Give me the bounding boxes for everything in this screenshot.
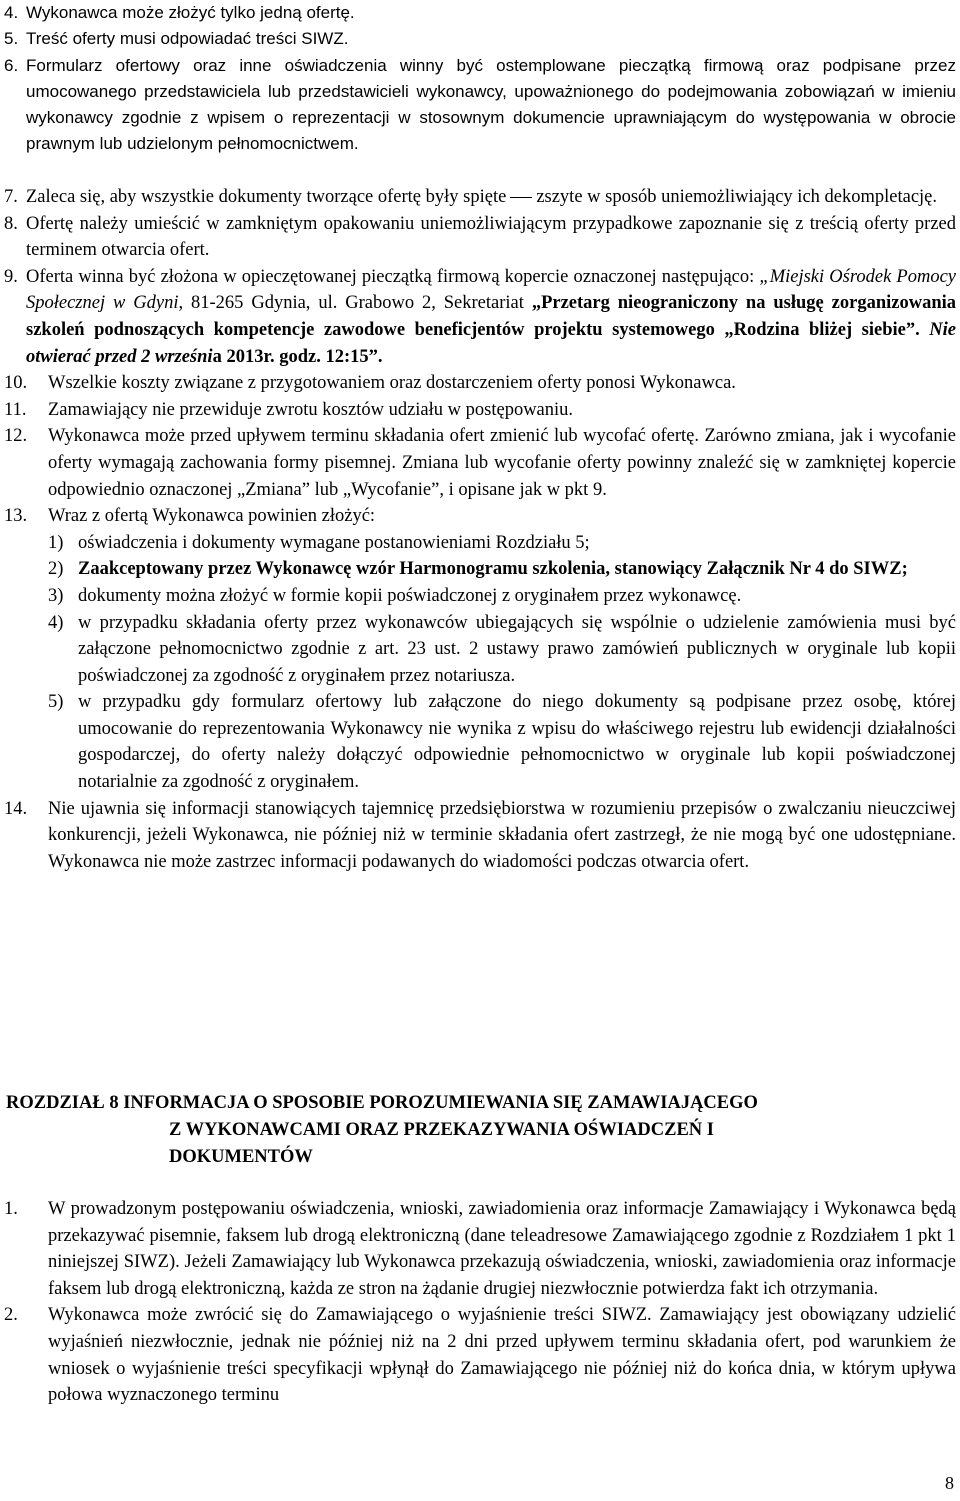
list-item-11 — [0, 397, 960, 424]
item-text: Zamawiający nie przewiduje zwrotu kosztów udziału w postępowaniu. — [48, 399, 574, 420]
item-number: 8. — [4, 213, 18, 234]
item-text — [26, 184, 960, 211]
item-text-b: zszyte w sposób uniemożliwiający ich dekompletację. — [536, 187, 938, 207]
item-text: W prowadzonym postępowaniu oświadczenia, wnioski, zawiadomienia oraz informacje Zamawiający i Wykonawca będą przekazywać pisemnie, faksem lub drogą elektroniczną (dane teleadresowe Zamawiającego zgodnie z Rozdziałem 1 pkt 1 niniejszej SIWZ). Jeżeli Zamawiający lub Wykonawca przekazują oświadczenia, wnioski, zawiadomienia oraz informacje faksem lub drogą elektroniczną, każda ze stron na żądanie drugiej niezwłocznie potwierdza fakt ich otrzymania. — [48, 1199, 956, 1299]
heading-line-2: Z WYKONAWCAMI ORAZ PRZEKAZYWANIA OŚWIADCZEŃ I — [169, 1120, 714, 1140]
list-serif — [0, 184, 960, 875]
item9-address-rest: , 81-265 Gdynia, ul. Grabowo 2, Sekretariat — [178, 293, 524, 314]
item-number: 5. — [4, 29, 19, 49]
item-text — [26, 264, 960, 370]
item-number: 13. — [4, 506, 28, 527]
list-item-6 — [0, 53, 960, 158]
subitem-text: dokumenty można złożyć w formie kopii poświadczonej z oryginałem przez wykonawcę. — [78, 585, 742, 606]
sublist-item-1 — [48, 530, 960, 557]
sublist-item-4 — [48, 610, 960, 690]
item-text: Ofertę należy umieścić w zamkniętym opakowaniu uniemożliwiającym przypadkowe zapoznanie się z treścią oferty przed terminem otwarcia ofert. — [26, 213, 956, 261]
chapter-heading — [0, 1090, 960, 1171]
item-text: Wykonawca może zwrócić się do Zamawiającego o wyjaśnienie treści SIWZ. Zamawiający jest obowiązany udzielić wyjaśnień niezwłocznie, jednak nie później niż na 2 dni przed upływem terminu składania ofert, pod warunkiem że wniosek o wyjaśnienie treści specyfikacji wpłynął do Zamawiającego nie później niż do końca dnia, w którym upływa połowa wyznaczonego terminu — [48, 1305, 956, 1406]
list-item-r8-1 — [0, 1196, 960, 1302]
subitem-number: 1) — [48, 532, 64, 553]
sublist-item-3 — [48, 583, 960, 610]
item-text: Wykonawca może przed upływem terminu składania ofert zmienić lub wycofać ofertę. Zarówno zmiana, jak i wycofanie oferty wymagają zachowania formy pisemnej. Zmiana lub wycofanie oferty powinny znaleźć się w zamkniętej kopercie odpowiednio oznaczonej „Zmiana” lub „Wycofanie”, i opisane jak w pkt 9. — [48, 426, 956, 500]
item-number: 11. — [4, 399, 27, 420]
item9-date-b: a 2013r. godz. 12:15 — [212, 346, 369, 367]
subitem-text: w przypadku gdy formularz ofertowy lub załączone do niego dokumenty są podpisane przez osobę, której umocowanie do reprezentowania Wykonawcy nie wynika z wpisu do właściwego rejestru lub ewidencji działalności gospodarczej, do oferty należy dołączyć odpowiednie pełnomocnictwo w oryginale lub kopii poświadczonej notarialnie za zgodność z oryginałem. — [78, 692, 956, 793]
list-item-8 — [0, 211, 960, 264]
subitem-number: 4) — [48, 612, 64, 633]
sublist-item-5 — [48, 689, 960, 795]
item9-envelope-label: „Przetarg nieograniczony na usługę zorganizowania szkoleń podnoszących kompetencje zawodowe beneficjentów projektu systemowego „Rodzina bliżej siebie”. — [26, 293, 956, 340]
item-text-a: Zaleca się, aby wszystkie dokumenty tworzące ofertę były spięte — [26, 187, 507, 207]
page-number: 8 — [945, 1473, 954, 1493]
item-text: Wraz z ofertą Wykonawca powinien złożyć: — [48, 506, 376, 527]
list-item-14 — [0, 796, 960, 876]
item-text: Nie ujawnia się informacji stanowiących tajemnicę przedsiębiorstwa w rozumieniu przepisów o zwalczaniu nieuczciwej konkurencji, jeżeli Wykonawca, nie później niż w terminie składania ofert zastrzegł, że nie mogą być one udostępniane. Wykonawca nie może zastrzec informacji podawanych do wiadomości podczas otwarcia ofert. — [48, 798, 956, 872]
item-number: 7. — [4, 187, 18, 207]
list-item-5 — [0, 26, 960, 52]
item-number: 9. — [4, 266, 18, 287]
item-number: 1. — [4, 1199, 18, 1219]
item9-do-not-open: Nie otwierać przed — [26, 319, 957, 367]
list-chapter-8 — [0, 1196, 960, 1409]
list-item-r8-2 — [0, 1302, 960, 1408]
list-item-10 — [0, 370, 960, 397]
list-item-4 — [0, 0, 960, 26]
list-item-9 — [0, 264, 960, 370]
heading-line-1: ROZDZIAŁ 8 INFORMACJA O SPOSOBIE POROZUMIEWANIA SIĘ ZAMAWIAJĄCEGO — [6, 1093, 758, 1113]
dash-separator — [510, 197, 532, 198]
list-sans — [0, 0, 960, 158]
subitem-number: 3) — [48, 585, 64, 606]
item-number: 2. — [4, 1305, 18, 1326]
item-number: 6. — [4, 55, 19, 75]
item-number: 10. — [4, 373, 28, 394]
item9-line1: Oferta winna być złożona w opieczętowanej pieczątką firmową kopercie oznaczonej następująco: — [26, 266, 755, 287]
item-number: 14. — [4, 798, 28, 819]
item9-date-end: ”. — [368, 346, 383, 367]
item-text: Wszelkie koszty związane z przygotowaniem oraz dostarczeniem oferty ponosi Wykonawca. — [48, 373, 736, 394]
heading-line-3: DOKUMENTÓW — [169, 1147, 313, 1167]
subitem-number: 5) — [48, 692, 64, 713]
item-number: 4. — [4, 3, 19, 22]
subitem-text: w przypadku składania oferty przez wykonawców ubiegających się wspólnie o udzielenie zamówienia musi być załączone pełnomocnictwo zgodnie z art. 23 ust. 2 ustawy prawo zamówień publicznych w oryginale lub kopii poświadczonej za zgodność z oryginałem przez notariusza. — [78, 612, 956, 686]
item-text: Wykonawca może złożyć tylko jedną ofertę. — [26, 3, 355, 22]
item9-date-a: 2 wrześni — [141, 346, 213, 367]
item9-date — [141, 347, 382, 367]
item-number: 12. — [4, 426, 28, 447]
list-item-12 — [0, 423, 960, 503]
subitem-number: 2) — [48, 559, 64, 580]
list-item-13 — [0, 503, 960, 530]
subitem-text: oświadczenia i dokumenty wymagane postanowieniami Rozdziału 5; — [78, 532, 590, 553]
item-text: Treść oferty musi odpowiadać treści SIWZ. — [26, 29, 349, 49]
item9-address-italic: „Miejski Ośrodek Pomocy Społecznej w Gdyni — [26, 266, 957, 314]
sublist-item-2 — [48, 556, 960, 583]
item-text: Formularz ofertowy oraz inne oświadczenia winny być ostemplowane pieczątką firmową oraz podpisane przez umocowanego przedstawiciela lub przedstawicieli wykonawcy, upoważnionego do podejmowania zobowiązań w imieniu wykonawcy zgodnie z wpisem o reprezentacji w stosownym dokumencie uprawniającym do występowania w obrocie prawnym lub udzielonym pełnomocnictwem. — [26, 55, 956, 154]
subitem-text: Zaakceptowany przez Wykonawcę wzór Harmonogramu szkolenia, stanowiący Załącznik Nr 4 do SIWZ; — [78, 559, 908, 580]
list-item-7 — [0, 184, 960, 211]
